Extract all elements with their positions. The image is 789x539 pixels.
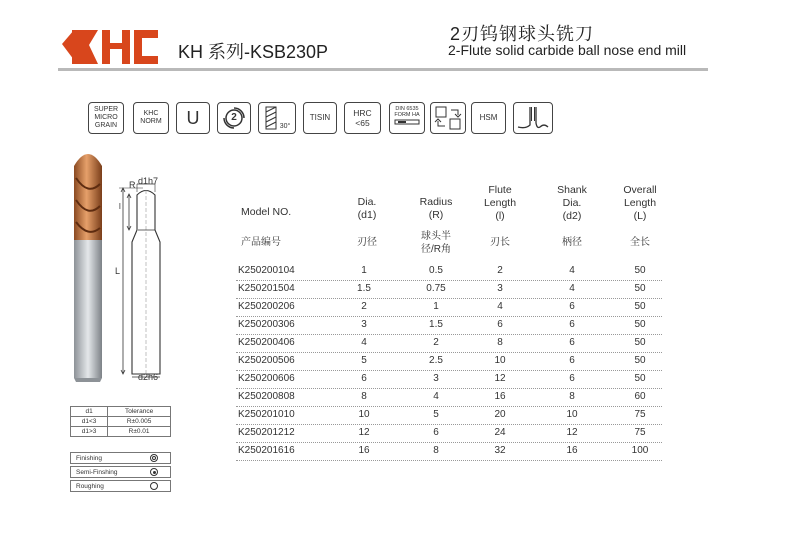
radius-cell: 8 [433,445,439,456]
col-header-flute-length: Flute Length (l) [483,184,517,222]
flute-length-cell: 12 [494,373,506,384]
flute-length-cell: 8 [497,337,503,348]
din-6535-icon: DIN 6535 FORM HA [389,102,425,134]
L-label: L [115,266,121,276]
col-header-overall-cn: 全长 [630,237,650,248]
radius-cell: 3 [433,373,439,384]
finishing-symbol-icon [150,454,158,462]
finish-legend [70,452,171,494]
page-title-cn: 2刃钨钢球头铣刀 [450,24,595,44]
hrc-icon: HRC <65 [344,102,381,134]
radius-cell: 6 [433,427,439,438]
shank-dia-cell: 6 [569,319,575,330]
khc-norm-icon: KHC NORM [133,102,169,134]
end-mill-photo [70,148,106,389]
flute-length-cell: 2 [497,265,503,276]
col-header-overall-length: Overall Length (L) [623,184,657,222]
table-row [236,370,662,389]
radius-cell: 1 [433,301,439,312]
shank-dia-cell: 6 [569,301,575,312]
shank-dia-cell: 6 [569,337,575,348]
shank-dia-cell: 4 [569,265,575,276]
overall-length-cell: 60 [634,391,646,402]
model-cell: K250200406 [238,337,295,348]
col-header-dia-cn: 刃径 [357,237,377,248]
dia-cell: 1 [361,265,367,276]
table-row [236,334,662,353]
shank-dia-cell: 6 [569,373,575,384]
shank-dia-cell: 10 [566,409,578,420]
tolerance-cell: d1>3 [71,427,108,437]
table-row [236,406,662,425]
d1-label: d1h7 [138,176,159,186]
col-header-shank-dia: Shank Dia. (d2) [557,184,587,222]
model-cell: K250201616 [238,445,295,456]
table-row [236,352,662,371]
dia-cell: 2 [361,301,367,312]
l-label: l [119,202,121,211]
semi-finishing-symbol-icon [150,468,158,476]
dia-cell: 5 [361,355,367,366]
col-header-dia: Dia. (d1) [357,196,377,221]
overall-length-cell: 75 [634,409,646,420]
finish-row [70,466,171,478]
super-micro-grain-icon: SUPER MICRO GRAIN [88,102,124,134]
model-cell: K250200606 [238,373,295,384]
model-cell: K250200206 [238,301,295,312]
dia-cell: 6 [361,373,367,384]
header-divider [58,68,708,71]
model-cell: K250200506 [238,355,295,366]
tolerance-header-row [71,407,171,417]
overall-length-cell: 50 [634,265,646,276]
table-row [236,388,662,407]
tolerance-row [71,427,171,437]
model-cell: K250200104 [238,265,295,276]
table-row [236,424,662,443]
finish-label: Finishing [76,455,103,462]
overall-length-cell: 50 [634,319,646,330]
flute-length-cell: 20 [494,409,506,420]
col-header-model-cn: 产品编号 [241,237,281,248]
col-header-model: Model NO. [241,206,292,218]
radius-cell: 1.5 [429,319,443,330]
radius-cell: 2.5 [429,355,443,366]
shank-dia-cell: 16 [566,445,578,456]
model-cell: K250200808 [238,391,295,402]
dia-cell: 8 [361,391,367,402]
tool-change-icon [430,102,466,134]
col-header-radius-cn: 球头半 径/R角 [421,231,451,255]
table-row [236,280,662,299]
overall-length-cell: 50 [634,337,646,348]
tolerance-cell: R±0.005 [108,417,171,427]
overall-length-cell: 50 [634,283,646,294]
roughing-symbol-icon [150,482,158,490]
model-cell: K250200306 [238,319,295,330]
u-shape-icon: U [176,102,210,134]
radius-cell: 0.75 [426,283,446,294]
two-flute-icon: 2 [217,102,251,134]
table-row [236,262,662,281]
model-cell: K250201010 [238,409,295,420]
table-row [236,298,662,317]
overall-length-cell: 50 [634,301,646,312]
radius-cell: 2 [433,337,439,348]
dia-cell: 3 [361,319,367,330]
end-mill-drawing [113,180,173,385]
tisin-coating-icon: TISIN [303,102,337,134]
overall-length-cell: 100 [631,445,649,456]
flute-length-cell: 16 [494,391,506,402]
finish-row [70,480,171,492]
col-header-shank-cn: 柄径 [562,237,582,248]
tolerance-table [70,406,171,437]
flute-length-cell: 4 [497,301,503,312]
flute-length-cell: 6 [497,319,503,330]
finish-row [70,452,171,464]
radius-cell: 5 [433,409,439,420]
series-name: KH 系列-KSB230P [178,42,329,62]
table-row [236,316,662,335]
shank-dia-cell: 8 [569,391,575,402]
radius-label: R [129,180,136,190]
flute-length-cell: 24 [494,427,506,438]
model-cell: K250201504 [238,283,295,294]
finish-label: Roughing [76,483,104,490]
ball-nose-profile-icon [513,102,553,134]
finish-label: Semi-Finshing [76,469,118,476]
model-cell: K250201212 [238,427,295,438]
hsm-icon: HSM [471,102,506,134]
flute-length-cell: 3 [497,283,503,294]
flute-length-cell: 10 [494,355,506,366]
shank-dia-cell: 4 [569,283,575,294]
tolerance-cell: R±0.01 [108,427,171,437]
dia-cell: 10 [358,409,370,420]
dia-cell: 16 [358,445,370,456]
khc-logo [58,22,162,68]
tolerance-header-cell: Tolerance [108,407,171,417]
radius-cell: 4 [433,391,439,402]
radius-cell: 0.5 [429,265,443,276]
overall-length-cell: 75 [634,427,646,438]
col-header-radius: Radius (R) [419,196,453,221]
dia-cell: 12 [358,427,370,438]
dia-cell: 1.5 [357,283,371,294]
page-title-en: 2-Flute solid carbide ball nose end mill [448,42,687,58]
dia-cell: 4 [361,337,367,348]
table-row [236,442,662,461]
flute-length-cell: 32 [494,445,506,456]
overall-length-cell: 50 [634,373,646,384]
helix-angle-icon: 30° [258,102,296,134]
tolerance-cell: d1<3 [71,417,108,427]
shank-dia-cell: 6 [569,355,575,366]
overall-length-cell: 50 [634,355,646,366]
tolerance-header-cell: d1 [71,407,108,417]
shank-dia-cell: 12 [566,427,578,438]
tolerance-row [71,417,171,427]
d2-label: d2h6 [138,372,159,382]
col-header-flute-cn: 刃长 [490,237,510,248]
